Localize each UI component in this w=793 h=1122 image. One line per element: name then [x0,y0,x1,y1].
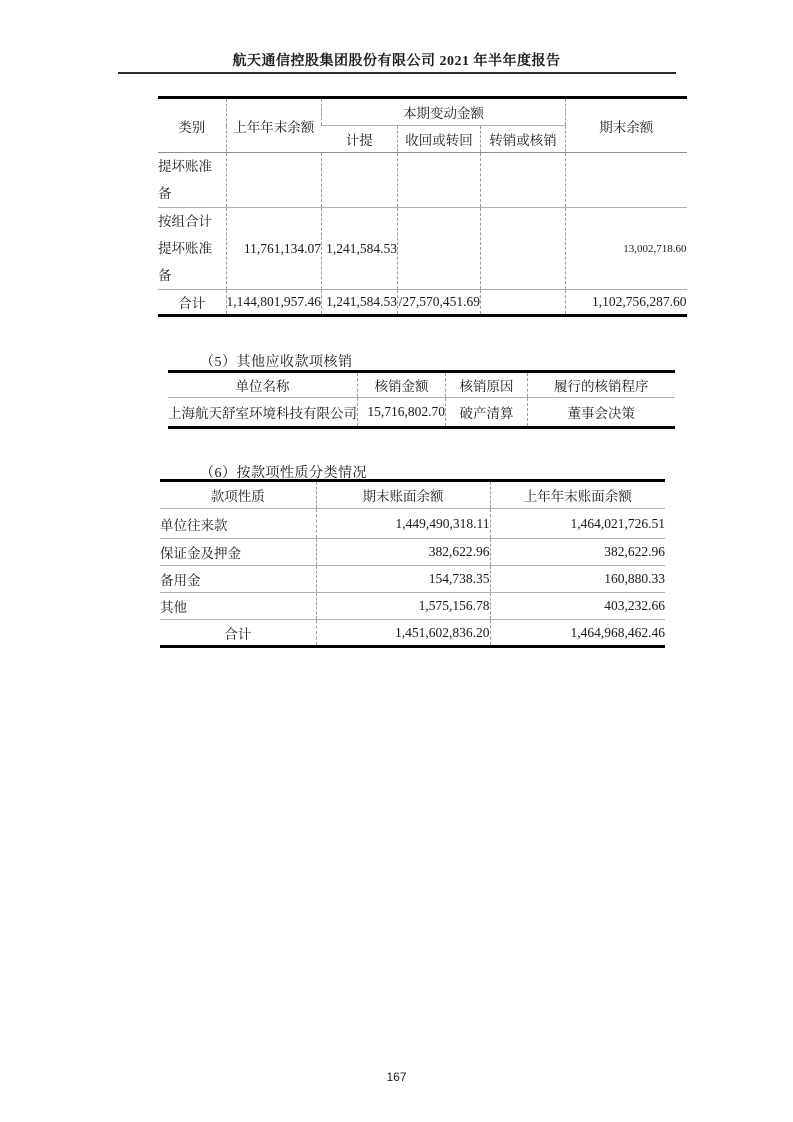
cell-accrual [322,153,398,208]
cell-accrual: 1,241,584.53 [322,208,398,290]
cell-entity-name: 上海航天舒室环境科技有限公司 [168,398,358,428]
cell-ending-balance: 1,575,156.78 [316,593,490,620]
cell-prior-balance: 403,232.66 [490,593,665,620]
cell-writeoff-reason: 破产清算 [446,398,528,428]
table-row [158,153,687,208]
page-number: 167 [386,1070,407,1084]
col-header-writeoff-amount: 核销金额 [358,372,446,398]
col-header-period-change: 本期变动金额 [322,98,566,126]
cell-accrual: 1,241,584.53 [322,290,398,316]
col-header-prior-balance: 上年年末余额 [226,98,322,153]
cell-writeoff-amount: 15,716,802.70 [358,398,446,428]
table-header-row [168,372,675,398]
cell-ending-balance: 382,622.96 [316,539,490,566]
col-header-ending-balance: 期末余额 [566,98,687,153]
section-6-title: （6）按款项性质分类情况 [200,466,367,481]
cell-writeoff [481,153,566,208]
col-header-prior-book-balance: 上年年末账面余额 [490,481,665,509]
table-header-row [160,481,665,509]
page-title: 航天通信控股集团股份有限公司 2021 年半年度报告 [232,54,561,69]
table-header-row [158,98,687,126]
table-row [160,566,665,593]
cell-prior-balance: 160,880.33 [490,566,665,593]
cell-prior-balance: 1,464,021,726.51 [490,509,665,539]
cell-ending: 13,002,718.60 [566,208,687,290]
cell-total-label: 合计 [158,290,226,316]
cell-prior-balance: 382,622.96 [490,539,665,566]
table-total-row [158,290,687,316]
cell-recover [398,153,481,208]
col-header-accrual: 计提 [322,126,398,153]
col-header-entity-name: 单位名称 [235,379,290,394]
section-5-title: （5）其他应收款项核销 [200,355,353,370]
col-header-writeoff: 转销或核销 [481,126,566,153]
title-divider [118,72,676,74]
cell-category: 提坏账准 备 [158,153,226,208]
table-row [158,208,687,290]
cell-prior: 1,144,801,957.46 [226,290,322,316]
cell-ending-balance: 1,449,490,318.11 [316,509,490,539]
col-header-writeoff-procedure: 履行的核销程序 [528,372,675,398]
cell-writeoff [481,208,566,290]
cell-nature: 单位往来款 [160,509,316,539]
receivables-writeoff-table [168,370,675,429]
cell-recover [398,208,481,290]
col-header-writeoff-reason: 核销原因 [446,372,528,398]
nature-classification-table [160,479,665,648]
cell-writeoff [481,290,566,316]
col-header-recover: 收回或转回 [398,126,481,153]
cell-category: 按组合计 提坏账准 备 [158,208,226,290]
cell-prior: 11,761,134.07 [226,208,322,290]
cell-ending: 1,102,756,287.60 [566,290,687,316]
cell-prior [226,153,322,208]
cell-nature: 保证金及押金 [160,539,316,566]
cell-total-label: 合计 [160,620,316,647]
col-header-category: 类别 [178,119,206,135]
cell-nature: 其他 [160,593,316,620]
cell-recover: /27,570,451.69 [398,290,481,316]
table-row [160,593,665,620]
col-header-nature: 款项性质 [210,489,265,504]
cell-prior-balance: 1,464,968,462.46 [490,620,665,647]
bad-debt-provision-table [158,96,687,317]
table-total-row [160,620,665,647]
table-row [160,539,665,566]
cell-ending-balance: 154,738.35 [316,566,490,593]
cell-ending-balance: 1,451,602,836.20 [316,620,490,647]
table-row [168,398,675,428]
col-header-ending-book-balance: 期末账面余额 [316,481,490,509]
table-row [160,509,665,539]
cell-nature: 备用金 [160,566,316,593]
cell-writeoff-procedure: 董事会决策 [528,398,675,428]
cell-ending [566,153,687,208]
